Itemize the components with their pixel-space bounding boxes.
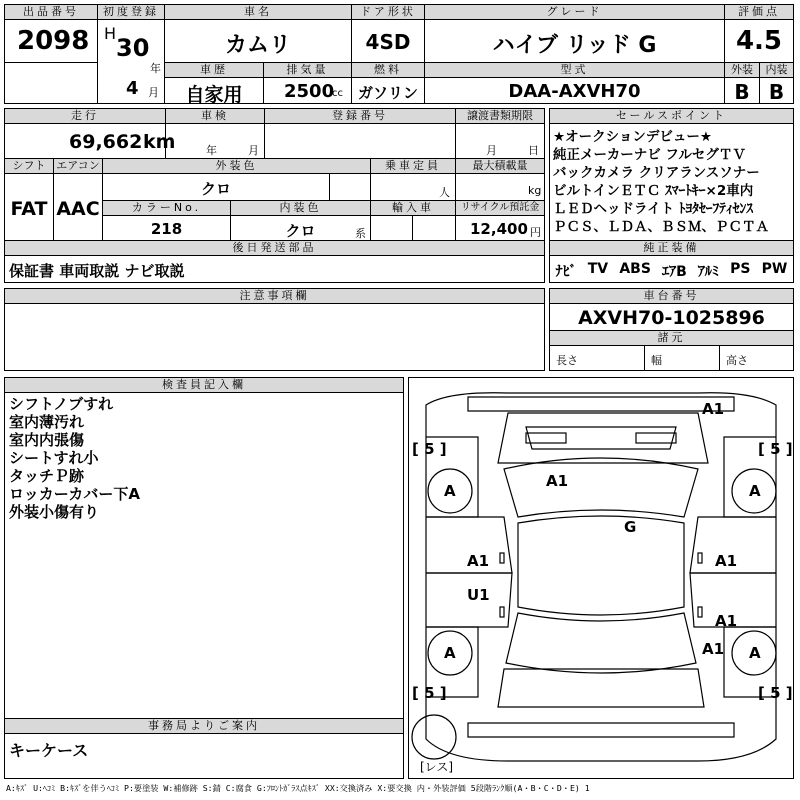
grade: ハイブ リッド G (492, 33, 657, 58)
equipment-item: PS (730, 261, 751, 277)
tire-grade-value: 5 (424, 684, 435, 702)
mark-left-rear-door: U1 (467, 586, 490, 604)
mileage: 69,662 (69, 131, 143, 153)
lot-empty (4, 62, 98, 104)
ext-color: クロ (200, 180, 231, 198)
year-unit: 年 (150, 62, 161, 75)
office-text: キーケース (9, 741, 89, 760)
grade-cell (424, 19, 725, 63)
interior-grade: B (768, 80, 785, 104)
later-parts-cell (4, 255, 545, 283)
mileage-cell (4, 123, 176, 159)
recycle-unit: 円 (530, 226, 541, 239)
later-parts: 保証書 車両取説 ナビ取説 (9, 262, 185, 280)
width-label: 幅 (651, 354, 662, 367)
spare-tire (412, 715, 456, 759)
car-diagram (408, 377, 794, 779)
tire-grade-value: 5 (770, 684, 781, 702)
interior-label: 内装 (759, 62, 794, 78)
interior-cell (759, 77, 794, 104)
history-label: 車歴 (164, 62, 264, 78)
max-load-label: 最大積載量 (455, 158, 545, 174)
tire-mark-rl: A (444, 644, 456, 662)
grade-label: グレード (424, 4, 725, 20)
chassis-cell (549, 303, 794, 331)
ac: AAC (56, 198, 100, 220)
height-label: 高さ (726, 354, 748, 367)
equipment-item: TV (587, 261, 609, 277)
width-cell (644, 345, 720, 371)
score-cell (724, 19, 794, 63)
capacity-label: 乗車定員 (370, 158, 456, 174)
spare-label: [レス] (420, 760, 454, 774)
tire-mark-fr: A (749, 482, 761, 500)
fuel: ガソリン (357, 84, 418, 102)
score-label: 評価点 (724, 4, 794, 20)
length-cell (549, 345, 645, 371)
color-no: 218 (150, 220, 183, 238)
inspector-note: 室内内張傷 (9, 431, 85, 449)
trunk (498, 669, 704, 707)
history: 自家用 (185, 84, 243, 106)
era: H (104, 24, 117, 43)
exterior-cell (724, 77, 760, 104)
shift-cell (4, 173, 54, 241)
tire-mark-fl: A (444, 482, 456, 500)
car-name: カムリ (224, 33, 291, 58)
mark-roof: A1 (546, 472, 569, 490)
tire-grade-fl: [ 5 ] (412, 440, 447, 458)
mark-right-rear-fender: A1 (702, 640, 725, 658)
mileage-unit: km (143, 131, 176, 153)
max-load-cell (455, 173, 545, 201)
door-type: 4SD (365, 30, 411, 54)
insp-month-unit: 月 (248, 144, 259, 157)
inspector-label: 検査員記入欄 (4, 377, 404, 393)
color-no-label: カラーNo. (102, 200, 231, 216)
color-no-cell (102, 215, 231, 241)
height-cell (719, 345, 794, 371)
equipment-item: ｴｱB (662, 264, 687, 280)
equipment-list (550, 261, 793, 281)
sales-point: バックカメラ クリアランスソナー (553, 165, 760, 181)
car-name-label: 車名 (164, 4, 352, 20)
mark-glass: G (624, 518, 637, 536)
equipment-item: PW (761, 261, 788, 277)
mark-front-right: A1 (702, 400, 725, 418)
model-cell (424, 77, 725, 104)
int-color: クロ (285, 222, 316, 240)
inspection-label: 車検 (165, 108, 265, 124)
equipment-cell (549, 255, 794, 283)
front-bumper (468, 397, 734, 411)
capacity-unit: 人 (439, 186, 450, 199)
ac-cell (53, 173, 103, 241)
transfer-day-unit: 日 (528, 144, 539, 157)
sales-point: 純正メーカーナビ フルセグＴＶ (553, 147, 746, 163)
equipment-item: ｱﾙﾐ (697, 264, 719, 280)
roof (518, 516, 684, 615)
door-label: ドア形状 (351, 4, 425, 20)
chassis-number: AXVH70-1025896 (578, 307, 765, 329)
recycle-cell (455, 215, 545, 241)
ext-color-cell (102, 173, 330, 201)
first-reg-cell (97, 19, 165, 104)
int-color-unit: 系 (355, 227, 366, 240)
ext-color-extra (329, 173, 371, 201)
shift-label: シフト (4, 158, 54, 174)
tire-mark-rr: A (749, 644, 761, 662)
displacement-unit: cc (332, 88, 343, 99)
rear-window (506, 613, 696, 673)
lot-number: 2098 (17, 26, 90, 56)
mark-right-front-door: A1 (715, 552, 738, 570)
model: DAA-AXVH70 (508, 81, 641, 102)
dims-label: 諸元 (549, 330, 794, 346)
fuel-cell (351, 77, 425, 104)
length-label: 長さ (556, 354, 578, 367)
max-load-unit: kg (528, 184, 542, 197)
sales-points-list (553, 128, 769, 236)
sales-point: ＰＣＳ、ＬＤＡ、ＢＳＭ、ＰＣＴＡ (553, 219, 769, 235)
inspection-cell (165, 123, 265, 159)
inspector-note: ロッカーカバー下A (9, 485, 141, 503)
displacement: 2500 (284, 81, 335, 102)
later-parts-label: 後日発送部品 (4, 240, 545, 256)
tire-grade-fr: [ 5 ] (758, 440, 793, 458)
office-label: 事務局よりご案内 (4, 718, 404, 734)
import-cell (370, 215, 413, 241)
history-cell (164, 77, 264, 104)
reg-no-label: 登録番号 (264, 108, 456, 124)
legend: A:ｷｽﾞ U:ﾍｺﾐ B:ｷｽﾞを伴うﾍｺﾐ P:要塗装 W:補修跡 S:錆 C:腐食 G:ﾌﾛﾝﾄｶﾞﾗｽ点ｷｽﾞ XX:交換済み X:要交換 内・外装評価 5段階ﾗﾝｸ順(A・B・C・D・E) 1 (6, 783, 590, 793)
inspector-cell (4, 392, 404, 719)
inspector-note: シフトノブすれ (9, 395, 114, 413)
reg-no-cell (264, 123, 456, 159)
mark-right-rear-door: A1 (715, 612, 738, 630)
tire-grade-value: 5 (424, 440, 435, 458)
displacement-cell (263, 77, 352, 104)
insp-year-unit: 年 (206, 144, 217, 157)
lot-label: 出品番号 (4, 4, 98, 20)
windshield (504, 458, 698, 517)
inspector-note: 室内薄汚れ (9, 413, 85, 431)
inspector-notes (9, 395, 140, 521)
mark-left-front-door: A1 (467, 552, 490, 570)
exterior-grade: B (734, 80, 750, 104)
inspector-note: 外装小傷有り (9, 503, 100, 521)
fuel-label: 燃料 (351, 62, 425, 78)
transfer-month-unit: 月 (486, 144, 497, 157)
exterior-label: 外装 (724, 62, 760, 78)
int-color-cell (230, 215, 371, 241)
ext-color-label: 外装色 (102, 158, 371, 174)
sales-points-cell (549, 123, 794, 241)
model-label: 型式 (424, 62, 725, 78)
recycle-label: リサイクル預託金 (455, 200, 545, 216)
notes-label: 注意事項欄 (4, 288, 545, 304)
recycle: 12,400 (470, 220, 528, 238)
sales-point: ★オークションデビュー★ (553, 129, 712, 145)
month-unit: 月 (148, 86, 159, 99)
lot-cell (4, 19, 98, 63)
score: 4.5 (735, 26, 783, 56)
car-name-cell (164, 19, 352, 63)
transfer-cell (455, 123, 545, 159)
office-cell (4, 733, 404, 779)
inspector-note: シートすれ小 (9, 449, 99, 467)
rear-bumper (468, 723, 734, 737)
transfer-label: 譲渡書類期限 (455, 108, 545, 124)
tire-grade-rr: [ 5 ] (758, 684, 793, 702)
chassis-label: 車台番号 (549, 288, 794, 304)
int-color-label: 内装色 (230, 200, 371, 216)
sales-points-label: セールスポイント (549, 108, 794, 124)
mileage-label: 走行 (4, 108, 166, 124)
displacement-label: 排気量 (263, 62, 352, 78)
first-reg-label: 初度登録 (97, 4, 165, 20)
notes-cell (4, 303, 545, 371)
tire-grade-value: 5 (770, 440, 781, 458)
ac-label: エアコン (53, 158, 103, 174)
sales-point: ビルトインＥＴＣ ｽﾏｰﾄｷｰ×2車内 (553, 183, 754, 199)
capacity-cell (370, 173, 456, 201)
reg-month: 4 (126, 78, 139, 99)
import-cell-2 (412, 215, 456, 241)
equipment-label: 純正装備 (549, 240, 794, 256)
sales-point: ＬＥＤヘッドライト ﾄﾖﾀｾｰﾌﾃｨｾﾝｽ (553, 201, 754, 217)
equipment-item: ABS (619, 261, 651, 277)
inspector-note: タッチＰ跡 (9, 467, 85, 485)
import-label: 輸入車 (370, 200, 456, 216)
shift: FAT (10, 198, 48, 220)
reg-year: 30 (116, 34, 150, 62)
tire-grade-rl: [ 5 ] (412, 684, 447, 702)
equipment-item: ﾅﾋﾞ (555, 264, 577, 280)
door-cell (351, 19, 425, 63)
